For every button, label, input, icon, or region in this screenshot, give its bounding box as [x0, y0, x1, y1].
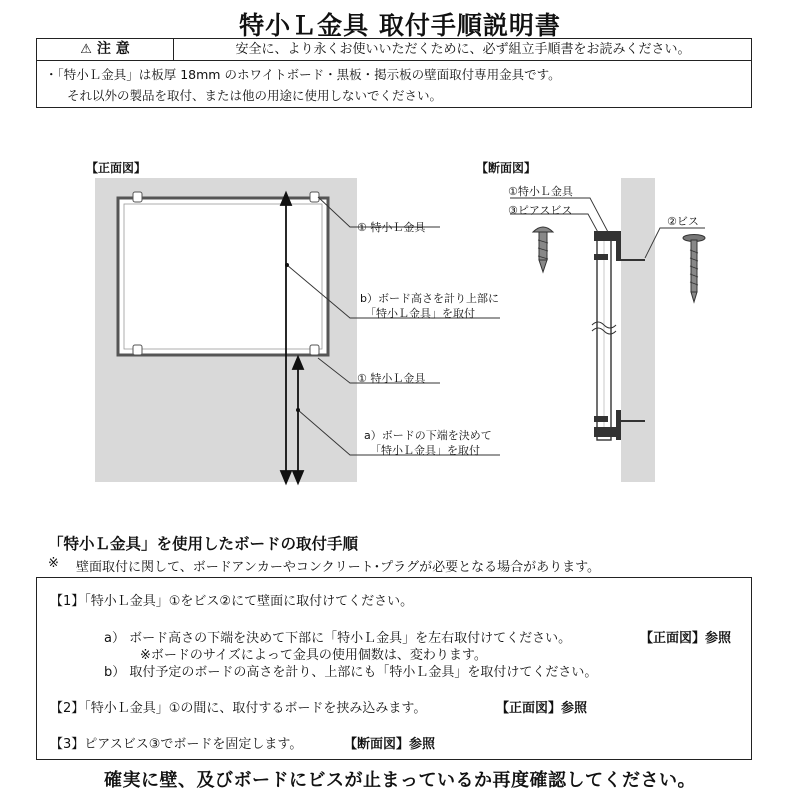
section-callout-2: ②ビス — [667, 215, 699, 228]
step-1a-note: ※ボードのサイズによって金具の使用個数は、変わります。 — [140, 648, 487, 663]
step-1a: a） ボード高さの下端を決めて下部に「特小Ｌ金具」を左右取付けてください。 — [104, 631, 572, 646]
footer-warning: 確実に壁、及びボードにビスが止まっているか再度確認してください。 — [104, 770, 696, 791]
bracket-bottom-right — [310, 345, 319, 355]
procedure-title: 「特小Ｌ金具」を使用したボードの取付手順 — [48, 535, 359, 553]
section-wall — [621, 178, 655, 482]
front-callout-b-line1: b）ボード高さを計り上部に — [360, 292, 499, 305]
section-view-label: 【断面図】 — [476, 161, 537, 175]
bracket-top-right — [310, 192, 319, 202]
page-title: 特小Ｌ金具 取付手順説明書 — [239, 11, 561, 40]
step-3-ref: 【断面図】参照 — [344, 737, 436, 752]
step-2-ref: 【正面図】参照 — [496, 701, 588, 716]
front-callout-a-line1: a）ボードの下端を決めて — [364, 429, 492, 442]
procedure-note: 壁面取付に関して、ボードアンカーやコンクリート･プラグが必要となる場合があります。 — [76, 560, 601, 575]
step-1b: b） 取付予定のボードの高さを計り、上部にも「特小Ｌ金具」を取付けてください。 — [104, 665, 598, 680]
step-2: 【2】「特小Ｌ金具」①の間に、取付するボードを挟み込みます。 — [50, 701, 427, 716]
front-callout-b-line2: 「特小Ｌ金具」を取付 — [365, 307, 475, 320]
piercing-screw-3-drawing — [533, 227, 553, 272]
front-board-inner — [124, 204, 322, 349]
section-callout-1: ①特小Ｌ金具 — [508, 185, 573, 198]
bracket-top-left — [133, 192, 142, 202]
front-callout-1: ① 特小Ｌ金具 — [357, 221, 426, 234]
screw-2-drawing — [683, 235, 705, 303]
front-view-label: 【正面図】 — [86, 161, 147, 175]
procedure-note-mark: ※ — [48, 556, 59, 571]
warning-triangle-icon: ⚠ — [80, 42, 92, 57]
step-1a-ref: 【正面図】参照 — [640, 631, 732, 646]
front-callout-a-line2: 「特小Ｌ金具」を取付 — [370, 444, 480, 457]
notice-line-3: それ以外の製品を取付、または他の用途に使用しないでください。 — [67, 88, 443, 103]
bracket-bottom-left — [133, 345, 142, 355]
front-callout-2: ① 特小Ｌ金具 — [357, 372, 426, 385]
step-1: 【1】「特小Ｌ金具」①をビス②にて壁面に取付けてください。 — [50, 594, 414, 609]
notice-line-2: ・「特小Ｌ金具」は板厚 18mm のホワイトボード・黒板・掲示板の壁面取付専用金具です。 — [45, 67, 561, 82]
notice-warning: 安全に、より永くお使いいただくために、必ず組立手順書をお読みください。 — [235, 42, 691, 57]
notice-header-label: 注 意 — [96, 41, 130, 57]
section-callout-3: ③ピアスビス — [508, 204, 573, 217]
step-3: 【3】ピアスビス③でボードを固定します。 — [50, 737, 303, 752]
